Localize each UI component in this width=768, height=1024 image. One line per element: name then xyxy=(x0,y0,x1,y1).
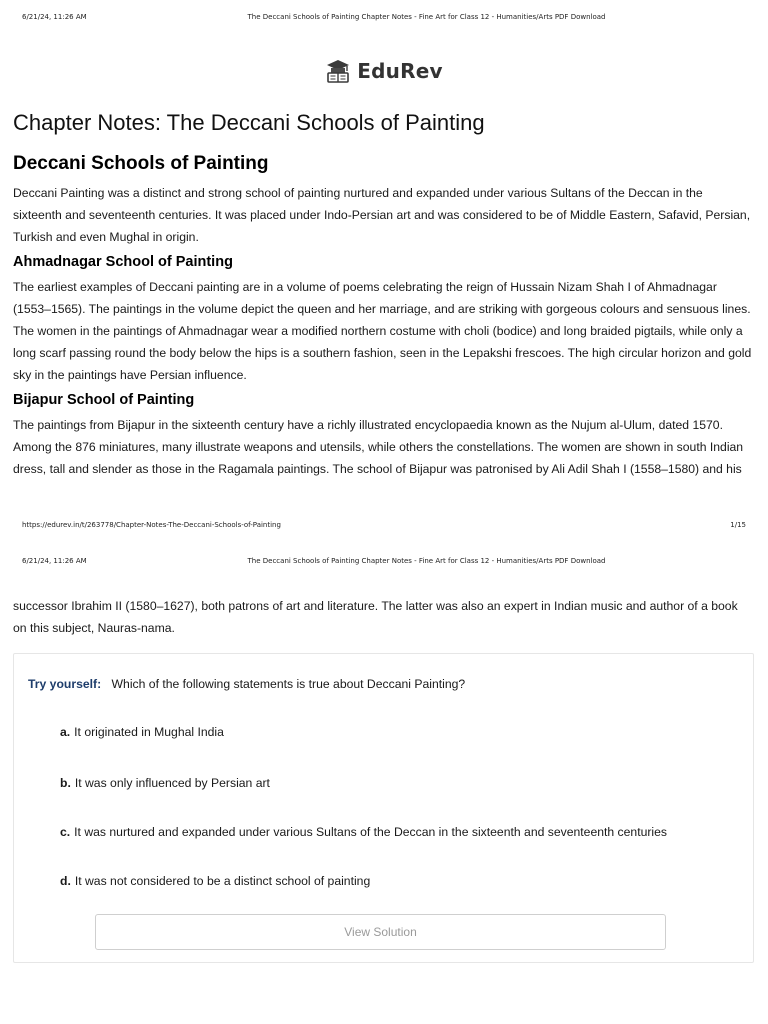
quiz-option-b[interactable] xyxy=(60,776,270,790)
page-1-content xyxy=(13,108,753,483)
try-yourself-quiz xyxy=(13,653,754,963)
option-letter: c. xyxy=(60,825,71,839)
quiz-option-c[interactable] xyxy=(60,825,667,839)
page-2-content xyxy=(13,595,753,642)
view-solution-button[interactable]: View Solution xyxy=(95,914,666,950)
quiz-option-a[interactable] xyxy=(60,725,224,739)
print-header-page-2 xyxy=(0,557,768,571)
deccani-paragraph: Deccani Painting was a distinct and strong school of painting nurtured and expanded under various Sultans of the Deccan in the sixteenth and seventeenth centuries. It was placed under Indo-Persian art and was considered to be of Middle Eastern, Safavid, Persian, Turkish and even Mughal in origin. xyxy=(13,186,751,245)
print-doc-title: The Deccani Schools of Painting Chapter Notes - Fine Art for Class 12 - Humanities/Arts PDF Download xyxy=(247,557,606,565)
quiz-question-text: Which of the following statements is true about Deccani Painting? xyxy=(111,677,466,691)
bijapur-paragraph-continued: successor Ibrahim II (1580–1627), both patrons of art and literature. The latter was also an expert in Indian music and author of a book on this subject, Nauras-nama. xyxy=(13,599,738,636)
ahmadnagar-heading: Ahmadnagar School of Painting xyxy=(13,253,233,270)
ahmadnagar-paragraph: The earliest examples of Deccani painting are in a volume of poems celebrating the reign of Hussain Nizam Shah I of Ahmadnagar (1553–1565). The paintings in the volume depict the queen and her marriage, and are striking with gorgeous colours and sensuous lines. The women in the paintings of Ahmadnagar wear a modified northern costume with choli (bodice) and long braided pigtails, while only a long scarf passing round the body below the hips is a southern fashion, seen in the Lepakshi frescoes. The high circular horizon and gold sky in the paintings have Persian influence. xyxy=(13,279,752,383)
option-text: It was not considered to be a distinct school of painting xyxy=(74,874,371,888)
option-text: It originated in Mughal India xyxy=(74,725,224,739)
chapter-title: Chapter Notes: The Deccani Schools of Painting xyxy=(13,110,485,135)
try-yourself-label: Try yourself: xyxy=(28,677,102,691)
option-letter: b. xyxy=(60,776,71,790)
option-letter: d. xyxy=(60,874,71,888)
quiz-option-d[interactable] xyxy=(60,874,370,888)
option-letter: a. xyxy=(60,725,71,739)
deccani-heading: Deccani Schools of Painting xyxy=(13,153,269,174)
print-url: https://edurev.in/t/263778/Chapter-Notes-The-Deccani-Schools-of-Painting xyxy=(22,521,281,529)
quiz-question xyxy=(28,677,465,691)
bijapur-paragraph: The paintings from Bijapur in the sixteenth century have a richly illustrated encyclopaedia known as the Nujum al-Ulum, dated 1570. Among the 876 miniatures, many illustrate weapons and utensils, while others the constellations. The women are shown in south Indian dress, tall and slender as those in the Ragamala paintings. The school of Bijapur was patronised by Ali Adil Shah I (1558–1580) and his xyxy=(13,417,744,477)
edurev-logo[interactable] xyxy=(0,56,768,86)
logo-text: EduRev xyxy=(357,59,443,83)
print-doc-title: The Deccani Schools of Painting Chapter Notes - Fine Art for Class 12 - Humanities/Arts PDF Download xyxy=(247,13,606,21)
option-text: It was only influenced by Persian art xyxy=(74,776,270,790)
print-datetime: 6/21/24, 11:26 AM xyxy=(22,557,87,565)
option-text: It was nurtured and expanded under various Sultans of the Deccan in the sixteenth and seventeenth centuries xyxy=(74,825,668,839)
print-footer xyxy=(0,521,768,533)
bijapur-heading: Bijapur School of Painting xyxy=(13,391,195,408)
print-datetime: 6/21/24, 11:26 AM xyxy=(22,13,87,21)
graduation-cap-book-icon xyxy=(325,58,351,84)
page-number: 1/15 xyxy=(730,521,746,529)
print-header xyxy=(0,13,768,27)
